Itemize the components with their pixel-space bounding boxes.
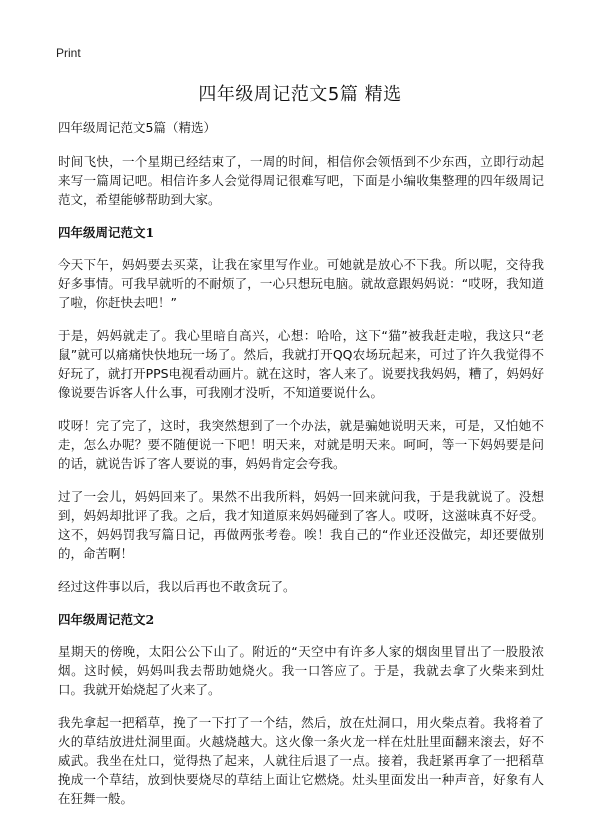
page-title: 四年级周记范文5篇 精选: [198, 84, 402, 105]
paragraph: 于是，妈妈就走了。我心里暗自高兴，心想：哈哈，这下“猫”被我赶走啦，我这只“老鼠”就可以痛痛快快地玩一场了。然后，我就打开QQ农场玩起来，可过了许久我觉得不好玩了，就打开PPS电视看动画片。就在这时，客人来了。说要找我妈妈，糟了，妈妈好像说要告诉客人什么事，可我刚才没听，不知道要说什么。: [58, 328, 544, 400]
paragraph: 经过这件事以后，我以后再也不敢贪玩了。: [58, 579, 296, 594]
paragraph: 过了一会儿，妈妈回来了。果然不出我所料，妈妈一回来就问我，于是我就说了。没想到，妈妈却批评了我。之后，我才知道原来妈妈碰到了客人。哎呀，这滋味真不好受。这不，妈妈罚我写篇日记，再做两张考卷。唉！我自己的“作业还没做完，却还要做别的，命苦啊！: [58, 489, 544, 561]
intro-paragraph: 时间飞快，一个星期已经结束了，一周的时间，相信你会领悟到不少东西，立即行动起来写一篇周记吧。相信许多人会觉得周记很难写吧，下面是小编收集整理的四年级周记范文，希望能够帮助到大家。: [58, 154, 544, 207]
article-body: [58, 118, 544, 822]
paragraph: 我先拿起一把稻草，挽了一下打了一个结，然后，放在灶洞口，用火柴点着。我将着了火的草结放进灶洞里面。火越烧越大。这火像一条火龙一样在灶肚里面翻来滚去，好不威武。我坐在灶口，觉得热了起来，人就往后退了一点。接着，我赶紧再拿了一把稻草挽成一个草结，放到快要烧尽的草结上面让它燃烧。灶头里面发出一种声音，好象有人在狂舞一般。: [58, 715, 544, 806]
paragraph: 哎呀！完了完了，这时，我突然想到了一个办法，就是骗她说明天来，可是，又怕她不走，怎么办呢？要不随便说一下吧！明天来，对就是明天来。呵呵，等一下妈妈要是问的话，就说告诉了客人要说的事，妈妈肯定会夸我。: [58, 418, 544, 471]
article-subtitle: 四年级周记范文5篇（精选）: [58, 120, 216, 135]
section-heading-2: 四年级周记范文2: [58, 612, 155, 627]
paragraph: 星期天的傍晚，太阳公公下山了。附近的“天空中有许多人家的烟囱里冒出了一股股浓烟。这时候，妈妈叫我去帮助她烧火。我一口答应了。于是，我就去拿了火柴来到灶口。我就开始烧起了火来了。: [58, 644, 544, 697]
paragraph: 今天下午，妈妈要去买菜，让我在家里写作业。可她就是放心不下我。所以呢，交待我好多事情。可我早就听的不耐烦了，一心只想玩电脑。就故意跟妈妈说：“哎呀，我知道了啦，你赶快去吧！”: [58, 257, 544, 310]
section-heading-1: 四年级周记范文1: [58, 225, 155, 240]
print-label[interactable]: Print: [56, 46, 81, 60]
